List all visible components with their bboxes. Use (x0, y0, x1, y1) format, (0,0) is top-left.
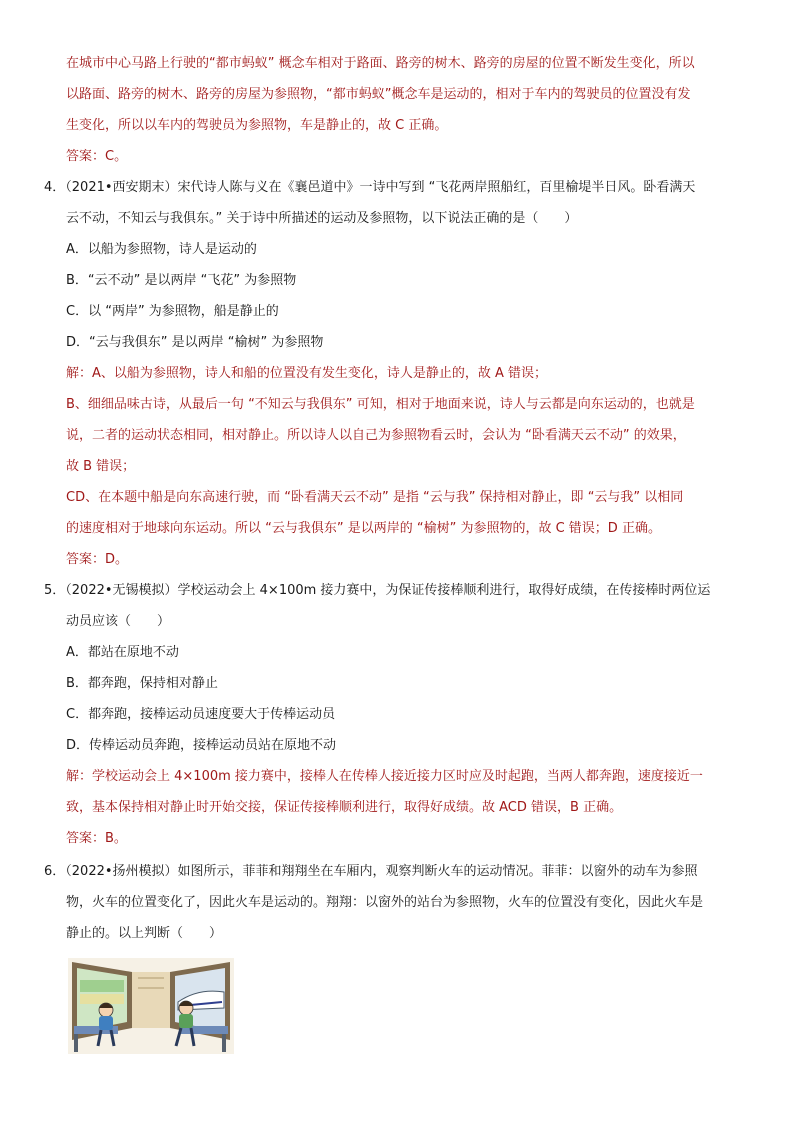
q3-solution-line-2: 以路面、路旁的树木、路旁的房屋为参照物，“都市蚂蚁”概念车是运动的，相对于车内的驾驶员的位置没有发 (66, 87, 691, 102)
q5-answer: 答案：B。 (66, 831, 127, 846)
q4-stem-line-2: 云不动，不知云与我俱东。” 关于诗中所描述的运动及参照物，以下说法正确的是（ ） (66, 211, 578, 226)
q3-solution-line-3: 生变化，所以以车内的驾驶员为参照物，车是静止的，故 C 正确。 (66, 118, 448, 133)
q5-option-a: A．都站在原地不动 (66, 645, 179, 660)
q5-solution-line-1: 解：学校运动会上 4×100m 接力赛中，接棒人在传棒人接近接力区时应及时起跑，当两人都奔跑，速度接近一 (66, 769, 703, 784)
train-carriage-illustration (68, 958, 234, 1054)
q4-solution-line-3: 说，二者的运动状态相同，相对静止。所以诗人以自己为参照物看云时，会认为 “卧看满天云不动” 的效果， (66, 428, 686, 443)
q4-option-b: B．“云不动” 是以两岸 “飞花” 为参照物 (66, 273, 297, 288)
q4-solution-line-6: 的速度相对于地球向东运动。所以 “云与我俱东” 是以两岸的 “榆树” 为参照物的，故 C 错误；D 正确。 (66, 521, 661, 536)
q4-answer: 答案：D。 (66, 552, 129, 567)
q6-stem-line-1: 6．（2022•扬州模拟）如图所示，菲菲和翔翔坐在车厢内，观察判断火车的运动情况。菲菲：以窗外的动车为参照 (44, 864, 698, 879)
q4-option-d: D．“云与我俱东” 是以两岸 “榆树” 为参照物 (66, 335, 324, 350)
q6-stem-line-3: 静止的。以上判断（ ） (66, 926, 223, 941)
platform-stripe (80, 994, 124, 1004)
q3-solution-line-1: 在城市中心马路上行驶的“都市蚂蚁” 概念车相对于路面、路旁的树木、路旁的房屋的位置不断发生变化，所以 (66, 56, 695, 71)
right-child-body (179, 1014, 193, 1028)
q4-solution-line-4: 故 B 错误； (66, 459, 136, 474)
q5-stem-line-2: 动员应该（ ） (66, 614, 171, 629)
q5-solution-line-2: 致，基本保持相对静止时开始交接，保证传接棒顺利进行，取得好成绩。故 ACD 错误，B 正确。 (66, 800, 623, 815)
q4-option-c: C．以 “两岸” 为参照物，船是静止的 (66, 304, 279, 319)
q5-stem-line-1: 5．（2022•无锡模拟）学校运动会上 4×100m 接力赛中，为保证传接棒顺利进行，取得好成绩，在传接棒时两位运 (44, 583, 711, 598)
q6-stem-line-2: 物，火车的位置变化了，因此火车是运动的。翔翔：以窗外的站台为参照物，火车的位置没有变化，因此火车是 (66, 895, 704, 910)
carriage-aisle (132, 972, 170, 1028)
q4-stem-line-1: 4．（2021•西安期末）宋代诗人陈与义在《襄邑道中》一诗中写到 “飞花两岸照船红，百里榆堤半日风。卧看满天 (44, 180, 696, 195)
q5-option-b: B．都奔跑，保持相对静止 (66, 676, 218, 691)
trees-outside (80, 980, 124, 992)
q3-answer: 答案：C。 (66, 149, 128, 164)
q4-solution-line-1: 解：A、以船为参照物，诗人和船的位置没有发生变化，诗人是静止的，故 A 错误； (66, 366, 548, 381)
left-child-body (99, 1016, 113, 1030)
q4-solution-line-5: CD、在本题中船是向东高速行驶，而 “卧看满天云不动” 是指 “云与我” 保持相对静止，即 “云与我” 以相同 (66, 490, 684, 505)
q5-option-d: D．传棒运动员奔跑，接棒运动员站在原地不动 (66, 738, 337, 753)
q4-option-a: A．以船为参照物，诗人是运动的 (66, 242, 257, 257)
q5-option-c: C．都奔跑，接棒运动员速度要大于传棒运动员 (66, 707, 336, 722)
q4-solution-line-2: B、细细品味古诗，从最后一句 “不知云与我俱东” 可知，相对于地面来说，诗人与云都是向东运动的，也就是 (66, 397, 695, 412)
